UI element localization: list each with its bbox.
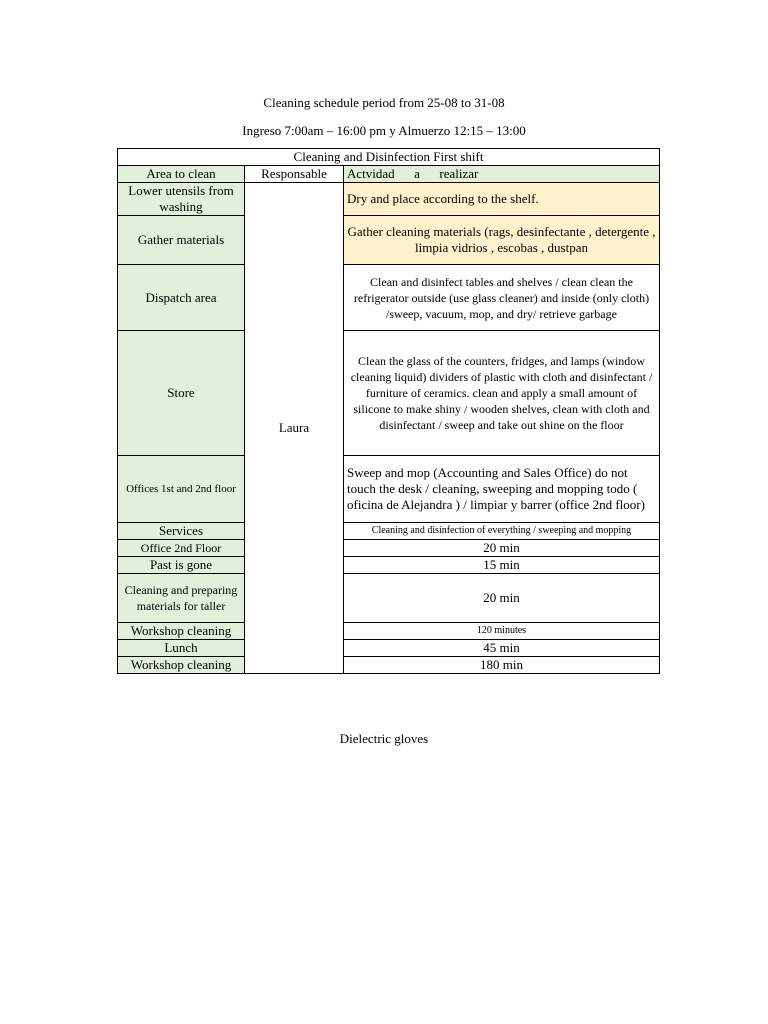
row-activity: Clean and disinfect tables and shelves / clean clean the refrigerator outside (use glass cleaner) and inside (only cloth) /sweep, vacuum, mop, and dry/ retrieve garbage [344, 265, 660, 331]
row-area: Cleaning and preparing materials for taller [118, 574, 245, 623]
table-header-row [118, 166, 660, 183]
table-row [118, 640, 660, 657]
header-activity: Actvidad a realizar [344, 166, 660, 183]
table-row [118, 574, 660, 623]
footer-note: Dielectric gloves [339, 731, 429, 746]
table-caption: Cleaning and Disinfection First shift [118, 149, 660, 166]
row-area: Lunch [118, 640, 245, 657]
row-activity: 180 min [344, 657, 660, 674]
row-activity: Clean the glass of the counters, fridges, and lamps (window cleaning liquid) dividers of plastic with cloth and disinfectant / furniture of ceramics. clean and apply a small amount of silicone to make shiny / wooden shelves, clean with cloth and disinfectant / sweep and take out shine on the floor [344, 331, 660, 456]
row-area: Offices 1st and 2nd floor [118, 456, 245, 523]
row-activity: 20 min [344, 574, 660, 623]
row-activity: Cleaning and disinfection of everything / sweeping and mopping [344, 523, 660, 540]
header-area: Area to clean [118, 166, 245, 183]
row-area: Store [118, 331, 245, 456]
responsable-cell: Laura [245, 183, 344, 674]
table-row [118, 265, 660, 331]
document-title: Cleaning schedule period from 25-08 to 31-08 [263, 95, 505, 110]
table-row [118, 557, 660, 574]
row-activity: 20 min [344, 540, 660, 557]
table-row [118, 657, 660, 674]
row-area: Dispatch area [118, 265, 245, 331]
table-row [118, 456, 660, 523]
table-row [118, 523, 660, 540]
row-activity: 45 min [344, 640, 660, 657]
working-hours: Ingreso 7:00am – 16:00 pm y Almuerzo 12:15 – 13:00 [242, 123, 526, 138]
table-row [118, 216, 660, 265]
row-activity: 15 min [344, 557, 660, 574]
row-area: Office 2nd Floor [118, 540, 245, 557]
row-area: Workshop cleaning [118, 623, 245, 640]
row-area: Services [118, 523, 245, 540]
row-activity: 120 minutes [344, 623, 660, 640]
table-row [118, 331, 660, 456]
row-area: Lower utensils from washing [118, 183, 245, 216]
cleaning-schedule-table [117, 148, 660, 674]
table-row [118, 540, 660, 557]
row-area: Gather materials [118, 216, 245, 265]
row-activity: Sweep and mop (Accounting and Sales Office) do not touch the desk / cleaning, sweeping and mopping todo ( oficina de Alejandra ) / limpiar y barrer (office 2nd floor) [344, 456, 660, 523]
row-area: Workshop cleaning [118, 657, 245, 674]
row-activity: Dry and place according to the shelf. [344, 183, 660, 216]
table-row [118, 183, 660, 216]
row-activity: Gather cleaning materials (rags, desinfectante , detergente , limpia vidrios , escobas , dustpan [344, 216, 660, 265]
table-caption-row [118, 149, 660, 166]
row-area: Past is gone [118, 557, 245, 574]
header-responsable: Responsable [245, 166, 344, 183]
table-row [118, 623, 660, 640]
